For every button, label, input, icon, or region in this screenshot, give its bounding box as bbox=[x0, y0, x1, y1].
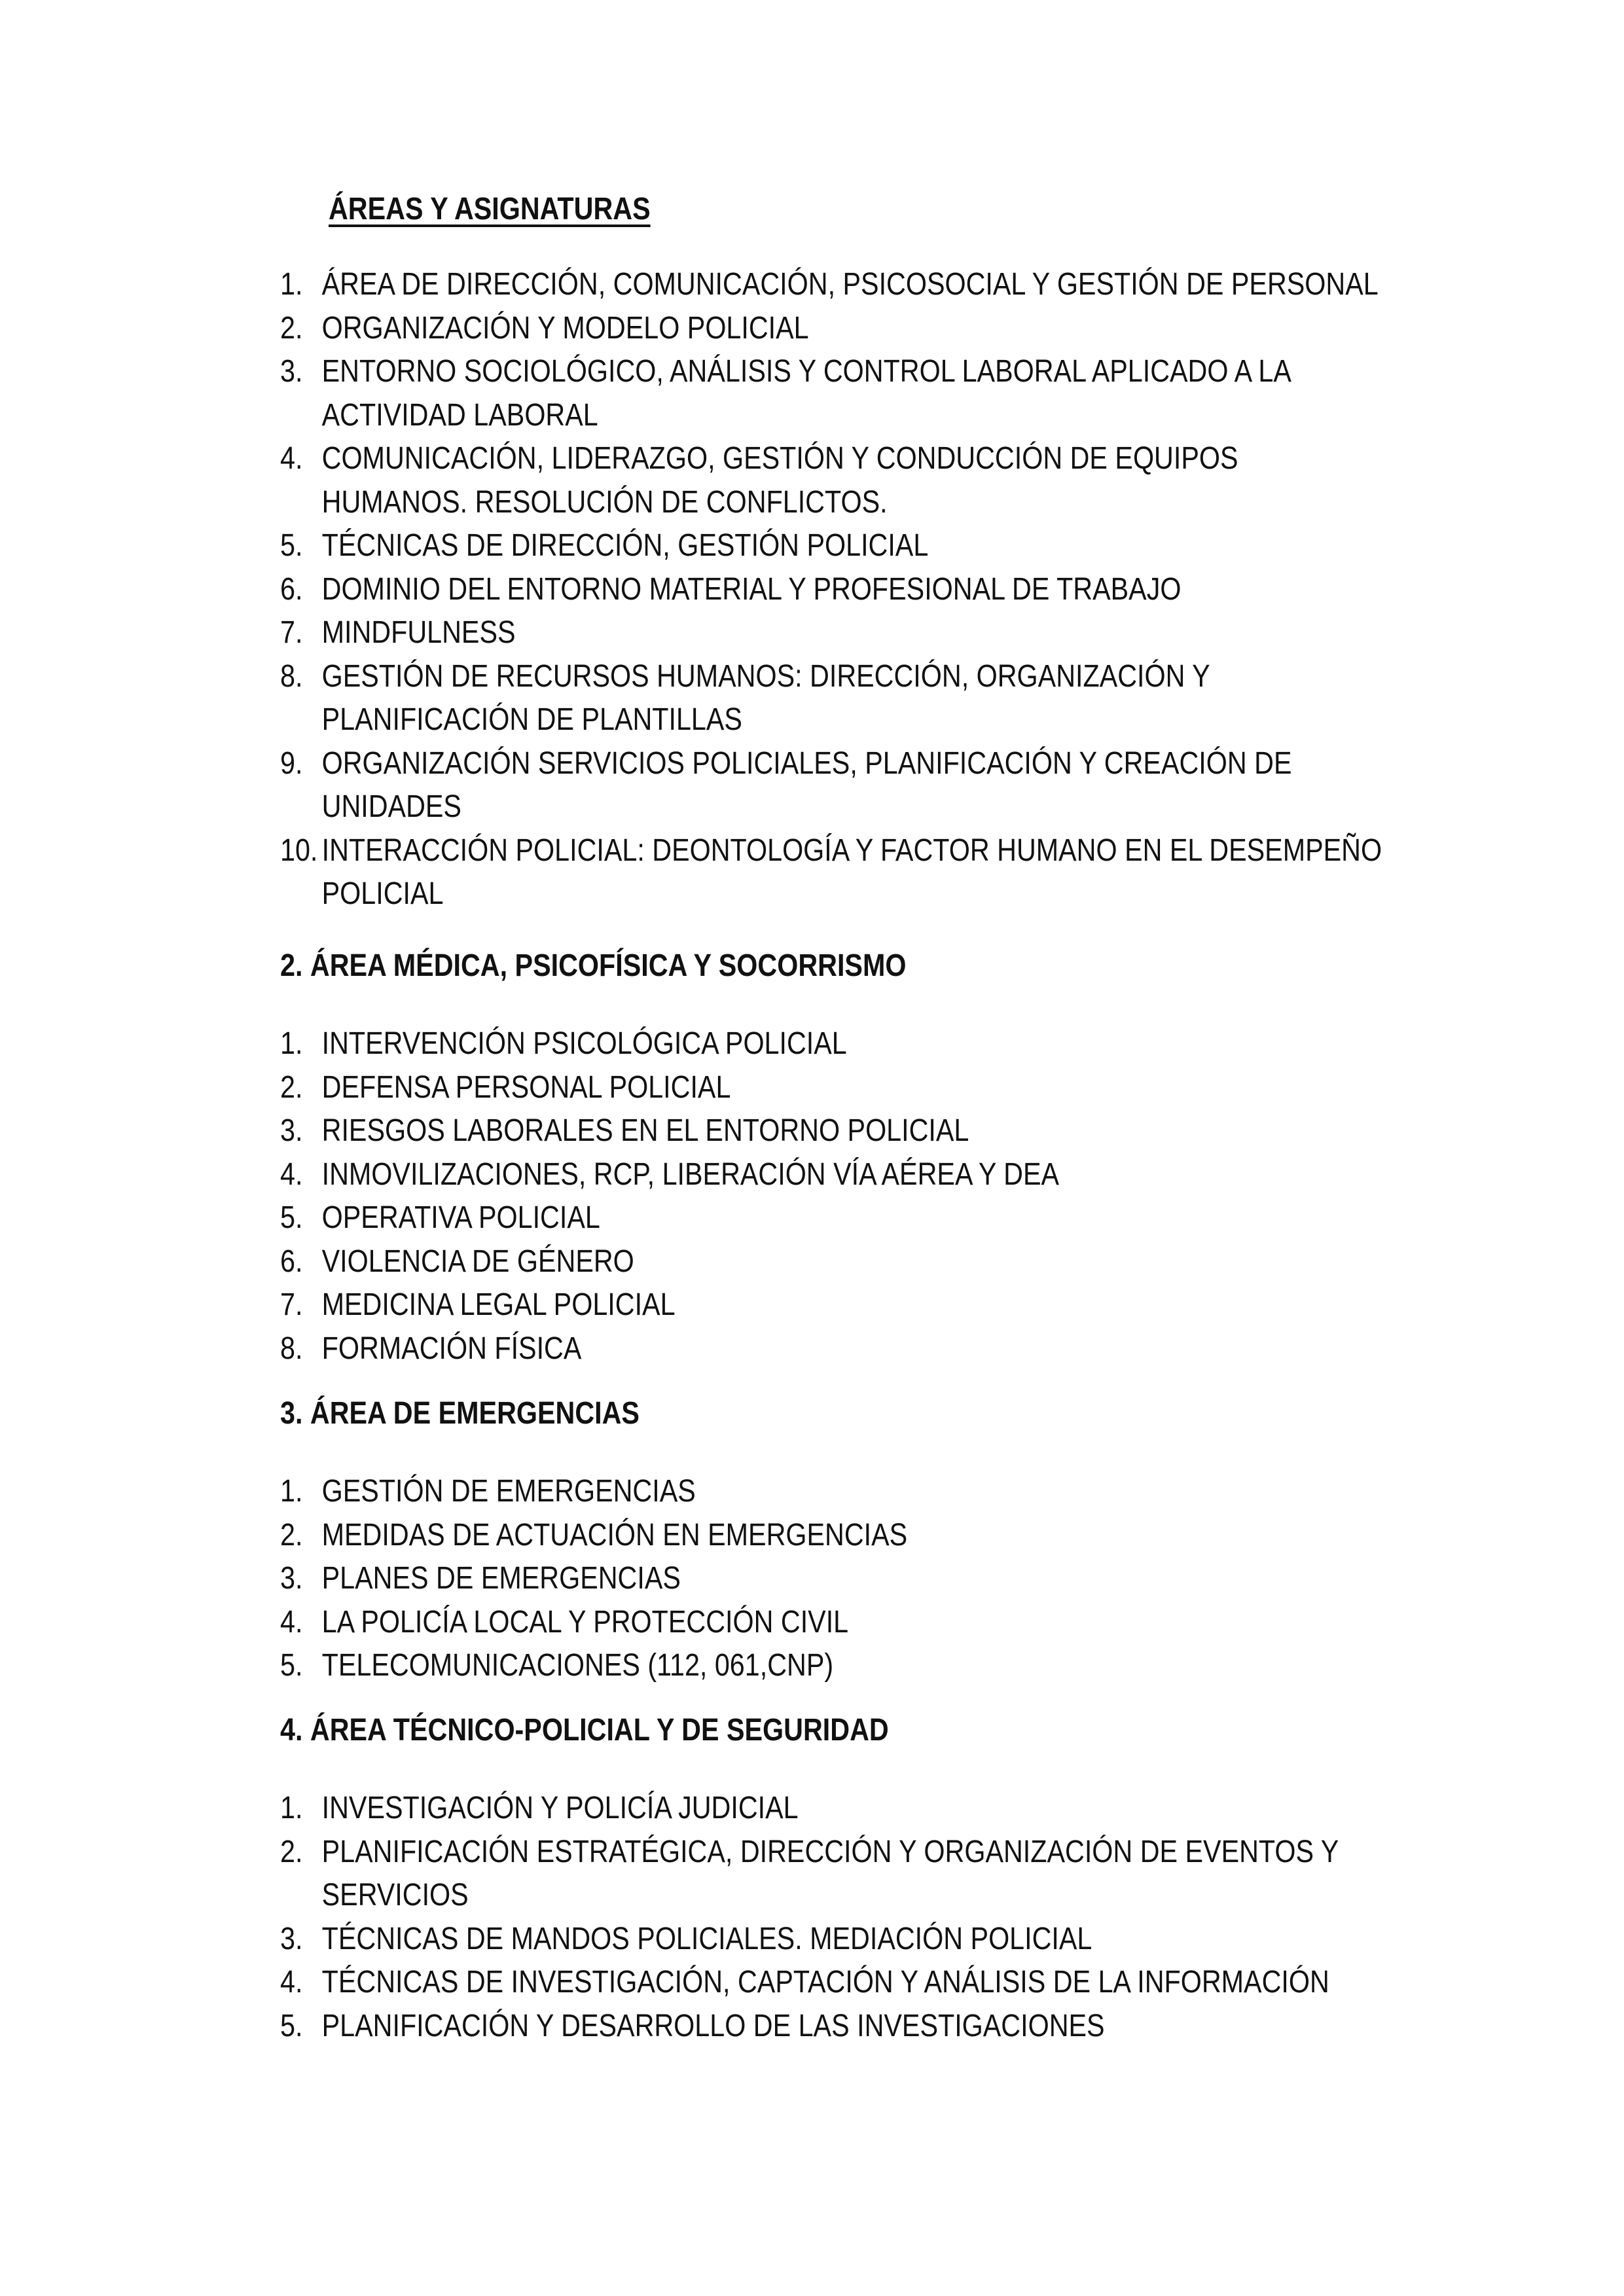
section-1 bbox=[280, 263, 1511, 916]
list-item bbox=[280, 1918, 1448, 1962]
list-item-text: RIESGOS LABORALES EN EL ENTORNO POLICIAL bbox=[321, 1113, 969, 1148]
list-item bbox=[280, 307, 1448, 351]
list-item-text: TÉCNICAS DE DIRECCIÓN, GESTIÓN POLICIAL bbox=[321, 528, 929, 563]
list-item-text: MINDFULNESS bbox=[321, 615, 516, 650]
list-item bbox=[280, 1066, 1448, 1110]
list-item bbox=[280, 742, 1448, 829]
list-item-text: INTERVENCIÓN PSICOLÓGICA POLICIAL bbox=[321, 1026, 847, 1061]
list-item bbox=[280, 1283, 1448, 1327]
list-item-text: GESTIÓN DE EMERGENCIAS bbox=[321, 1474, 696, 1509]
list-item-number: 3. bbox=[280, 1921, 303, 1956]
list-item-number: 1. bbox=[280, 1474, 303, 1509]
section-2 bbox=[280, 948, 1511, 1371]
list-item-number: 7. bbox=[280, 1287, 303, 1322]
list-item bbox=[280, 1109, 1448, 1153]
list-item-number: 4. bbox=[280, 441, 303, 476]
list-item-number: 2. bbox=[280, 310, 303, 346]
section-3 bbox=[280, 1395, 1511, 1688]
document-title: ÁREAS Y ASIGNATURAS bbox=[329, 192, 651, 226]
list-item-number: 9. bbox=[280, 745, 303, 781]
section-2-list bbox=[280, 1022, 1511, 1371]
list-item-number: 5. bbox=[280, 2008, 303, 2043]
list-item bbox=[280, 1153, 1448, 1197]
list-item-text: DEFENSA PERSONAL POLICIAL bbox=[321, 1069, 731, 1105]
list-item-number: 5. bbox=[280, 1648, 303, 1683]
list-item-text: PLANIFICACIÓN ESTRATÉGICA, DIRECCIÓN Y ORGANIZACIÓN DE EVENTOS Y bbox=[321, 1834, 1339, 1869]
list-item bbox=[280, 1601, 1448, 1645]
list-item bbox=[280, 1644, 1448, 1688]
list-item-text: INMOVILIZACIONES, RCP, LIBERACIÓN VÍA AÉREA Y DEA bbox=[321, 1157, 1060, 1192]
list-item bbox=[280, 655, 1448, 742]
list-item-text: TÉCNICAS DE MANDOS POLICIALES. MEDIACIÓN POLICIAL bbox=[321, 1921, 1092, 1956]
list-item bbox=[280, 611, 1448, 655]
list-item-number: 6. bbox=[280, 1244, 303, 1279]
list-item-number: 4. bbox=[280, 1965, 303, 2000]
list-item-text: FORMACIÓN FÍSICA bbox=[321, 1331, 582, 1366]
list-item bbox=[280, 1196, 1448, 1240]
list-item-number: 2. bbox=[280, 1517, 303, 1552]
section-4-list bbox=[280, 1787, 1511, 2048]
section-4 bbox=[280, 1712, 1511, 2048]
list-item bbox=[280, 1787, 1448, 1831]
list-item-text: ÁREA DE DIRECCIÓN, COMUNICACIÓN, PSICOSOCIAL Y GESTIÓN DE PERSONAL bbox=[321, 267, 1379, 302]
list-item-text: GESTIÓN DE RECURSOS HUMANOS: DIRECCIÓN, ORGANIZACIÓN Y bbox=[321, 658, 1210, 694]
list-item-text: OPERATIVA POLICIAL bbox=[321, 1200, 600, 1235]
list-item bbox=[280, 1514, 1448, 1558]
section-heading: 4. ÁREA TÉCNICO-POLICIAL Y DE SEGURIDAD bbox=[280, 1713, 889, 1748]
list-item-number: 4. bbox=[280, 1157, 303, 1192]
list-item-text: TELECOMUNICACIONES (112, 061,CNP) bbox=[321, 1648, 834, 1683]
list-item-text: MEDIDAS DE ACTUACIÓN EN EMERGENCIAS bbox=[321, 1517, 908, 1552]
list-item bbox=[280, 1961, 1448, 2005]
section-heading: 3. ÁREA DE EMERGENCIAS bbox=[280, 1396, 640, 1431]
list-item-text: POLICIAL bbox=[321, 876, 444, 911]
list-item-text: INTERACCIÓN POLICIAL: DEONTOLOGÍA Y FACTOR HUMANO EN EL DESEMPEÑO bbox=[321, 833, 1382, 868]
list-item-number: 1. bbox=[280, 1791, 303, 1825]
list-item bbox=[280, 1022, 1448, 1066]
list-item-number: 5. bbox=[280, 528, 303, 563]
list-item-number: 1. bbox=[280, 1026, 303, 1061]
list-item bbox=[280, 1557, 1448, 1601]
list-item-number: 5. bbox=[280, 1200, 303, 1235]
list-item bbox=[280, 524, 1448, 568]
list-item-text: HUMANOS. RESOLUCIÓN DE CONFLICTOS. bbox=[321, 484, 888, 520]
list-item-number: 10. bbox=[280, 833, 318, 868]
list-item-number: 2. bbox=[280, 1834, 303, 1869]
list-item bbox=[280, 263, 1448, 307]
list-item bbox=[280, 2005, 1448, 2049]
list-item-number: 8. bbox=[280, 658, 303, 694]
list-item bbox=[280, 829, 1448, 916]
list-item-text: INVESTIGACIÓN Y POLICÍA JUDICIAL bbox=[321, 1791, 799, 1825]
list-item-text: PLANIFICACIÓN Y DESARROLLO DE LAS INVESTIGACIONES bbox=[321, 2008, 1105, 2043]
list-item-text: UNIDADES bbox=[321, 789, 461, 824]
list-item bbox=[280, 1327, 1448, 1371]
list-item-text: DOMINIO DEL ENTORNO MATERIAL Y PROFESIONAL DE TRABAJO bbox=[321, 571, 1182, 607]
list-item-text: SERVICIOS bbox=[321, 1878, 469, 1912]
list-item-text: PLANES DE EMERGENCIAS bbox=[321, 1561, 681, 1596]
list-item-number: 2. bbox=[280, 1069, 303, 1105]
list-item-number: 3. bbox=[280, 1113, 303, 1148]
list-item-text: COMUNICACIÓN, LIDERAZGO, GESTIÓN Y CONDUCCIÓN DE EQUIPOS bbox=[321, 441, 1238, 476]
list-item-text: ACTIVIDAD LABORAL bbox=[321, 397, 598, 433]
list-item-number: 3. bbox=[280, 1561, 303, 1596]
list-item-number: 1. bbox=[280, 267, 303, 302]
list-item-number: 7. bbox=[280, 615, 303, 650]
list-item bbox=[280, 568, 1448, 612]
list-item-text: TÉCNICAS DE INVESTIGACIÓN, CAPTACIÓN Y ANÁLISIS DE LA INFORMACIÓN bbox=[321, 1965, 1329, 2000]
list-item bbox=[280, 350, 1448, 437]
list-item-text: ORGANIZACIÓN Y MODELO POLICIAL bbox=[321, 310, 809, 346]
list-item-text: MEDICINA LEGAL POLICIAL bbox=[321, 1287, 676, 1322]
section-1-list bbox=[280, 263, 1511, 916]
section-heading: 2. ÁREA MÉDICA, PSICOFÍSICA Y SOCORRISMO bbox=[280, 948, 907, 983]
list-item bbox=[280, 437, 1448, 524]
list-item-text: PLANIFICACIÓN DE PLANTILLAS bbox=[321, 702, 742, 737]
list-item-text: LA POLICÍA LOCAL Y PROTECCIÓN CIVIL bbox=[321, 1604, 849, 1640]
section-3-list bbox=[280, 1470, 1511, 1688]
list-item bbox=[280, 1470, 1448, 1514]
list-item bbox=[280, 1240, 1448, 1284]
list-item-text: ENTORNO SOCIOLÓGICO, ANÁLISIS Y CONTROL LABORAL APLICADO A LA bbox=[321, 354, 1291, 389]
list-item-number: 3. bbox=[280, 354, 303, 389]
list-item-number: 6. bbox=[280, 571, 303, 607]
list-item-text: ORGANIZACIÓN SERVICIOS POLICIALES, PLANIFICACIÓN Y CREACIÓN DE bbox=[321, 745, 1292, 781]
list-item bbox=[280, 1831, 1448, 1918]
list-item-text: VIOLENCIA DE GÉNERO bbox=[321, 1244, 634, 1279]
list-item-number: 4. bbox=[280, 1604, 303, 1640]
list-item-number: 8. bbox=[280, 1331, 303, 1366]
